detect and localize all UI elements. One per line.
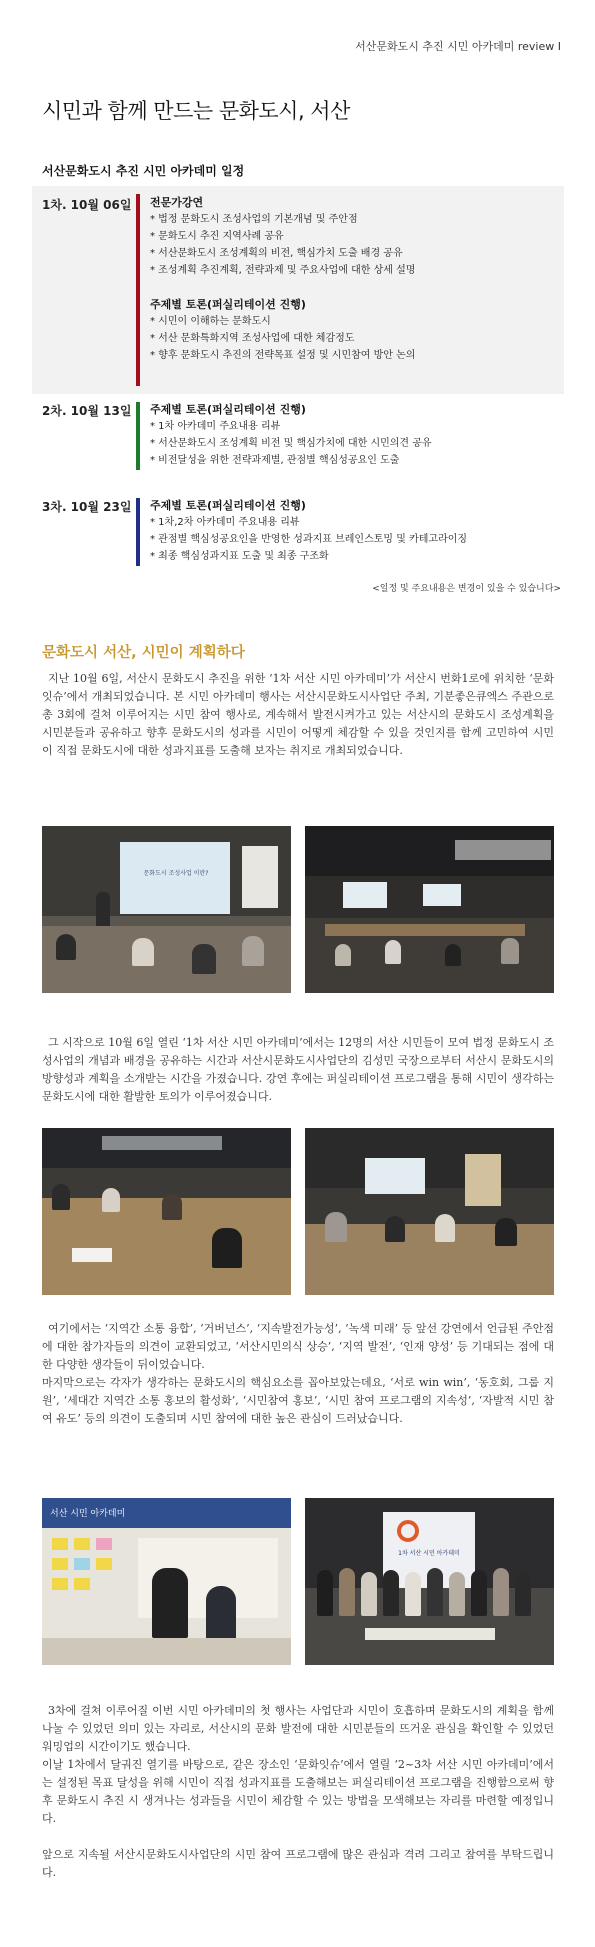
list-item: * 최종 핵심성과지표 도출 및 최종 구조화	[150, 551, 329, 562]
session-2	[32, 398, 564, 482]
list-item: * 문화도시 추진 지역사례 공유	[150, 231, 284, 242]
group-discussion-photo	[305, 1128, 554, 1295]
list-item: * 관점별 핵심성공요인을 반영한 성과지표 브레인스토밍 및 카테고라이징	[150, 534, 468, 545]
list-item: * 향후 문화도시 추진의 전략목표 설정 및 시민참여 방안 논의	[150, 350, 416, 361]
section-title: 문화도시 서산, 시민이 계획하다	[42, 645, 245, 661]
session-label: 1차. 10월 06일	[42, 198, 132, 212]
paragraph-text: 지난 10월 6일, 서산시 문화도시 추진을 위한 ‘1차 서산 시민 아카데미’가 서산시 번화1로에 위치한 ‘문화잇슈’에서 개최되었습니다. 본 시민 아카데미 행사는 서산시문화도시사업단 주최, 기분좋은큐엑스 주관으로 총 3회에 걸쳐 이루어지는 시민 참여 행사로, 계속해서 발전시켜가고 있는 서산시의 문화도시 조성계획을 시민분들과 공유하고 향후 문화도시의 성과를 시민이 어떻게 체감할 수 있을 것인지를 함께 고민하여 시민이 직접 문화도시에 대한 성과지표를 도출해 보자는 취지로 개최되었습니다.	[42, 672, 554, 757]
paragraph-text: 이날 1차에서 달궈진 열기를 바탕으로, 같은 장소인 ‘문화잇슈’에서 열릴 ‘2~3차 서산 시민 아카데미’에서는 설정된 목표 달성을 위해 시민이 직접 성과지표를 도출해보는 퍼실리테이션 프로그램을 진행함으로써 향후 문화도시 추진 시 생겨나는 성과들을 시민이 체감할 수 있는 방법을 모색해보는 자리를 마련할 예정입니다.	[42, 1758, 554, 1825]
session-content	[150, 497, 558, 565]
list-item: * 서산문화도시 조성계획의 비전, 핵심가치 도출 배경 공유	[150, 248, 403, 259]
board-title: 서산 시민 아카데미	[50, 1509, 126, 1519]
lecture-photo	[42, 826, 291, 993]
post-it-wall-photo	[42, 1498, 291, 1665]
banner-title: 1차 서산 시민 아카데미	[398, 1550, 460, 1557]
session-3	[32, 494, 564, 578]
schedule-change-notice: <일정 및 주요내용은 변경이 있을 수 있습니다>	[372, 584, 561, 594]
paragraph-text: 그 시작으로 10월 6일 열린 ‘1차 서산 시민 아카데미’에서는 12명의 서산 시민들이 모여 법정 문화도시 조성사업의 개념과 배경을 공유하는 시간과 서산시문화도시사업단의 김성민 국장으로부터 서산시 문화도시의 방향성과 계획을 소개받는 시간을 가졌습니다. 강연 후에는 퍼실리테이션 프로그램을 통해 시민이 생각하는 문화도시에 대한 활발한 토의가 이루어졌습니다.	[42, 1036, 554, 1103]
list-item: * 조성계획 추진계획, 전략과제 및 주요사업에 대한 상세 설명	[150, 265, 416, 276]
group-title: 주제별 토론(퍼실리테이션 진행)	[150, 298, 306, 311]
list-item: * 서산 문화특화지역 조성사업에 대한 체감정도	[150, 333, 355, 344]
session-color-bar	[136, 402, 140, 470]
list-item: * 1차 아카데미 주요내용 리뷰	[150, 421, 281, 432]
session-label: 3차. 10월 23일	[42, 500, 132, 514]
session-color-bar	[136, 498, 140, 566]
list-item: * 비전달성을 위한 전략과제별, 관점별 핵심성공요인 도출	[150, 455, 400, 466]
session1-paragraph	[42, 1034, 554, 1106]
tables-photo	[42, 1128, 291, 1295]
discussion-paragraph	[42, 1320, 554, 1428]
group-title: 전문가강연	[150, 196, 204, 209]
page-title: 시민과 함께 만드는 문화도시, 서산	[42, 99, 350, 123]
paragraph-text: 여기에서는 ‘지역간 소통 융합’, ‘거버넌스’, ‘지속발전가능성’, ‘녹색 미래’ 등 앞선 강연에서 언급된 주안점에 대한 참가자들의 의견이 교환되었고, ‘서산시민의식 상승’, ‘지역 발전’, ‘인재 양성’ 등 기대되는 점에 대한 다양한 생각들이 뒤이었습니다.	[42, 1322, 554, 1371]
closing-paragraph	[42, 1702, 554, 1882]
list-item: * 시민이 이해하는 문화도시	[150, 316, 271, 327]
intro-paragraph	[42, 670, 554, 760]
list-item: * 법정 문화도시 조성사업의 기본개념 및 주안점	[150, 214, 358, 225]
list-item: * 1차,2차 아카데미 주요내용 리뷰	[150, 517, 300, 528]
group-title: 주제별 토론(퍼실리테이션 진행)	[150, 499, 306, 512]
paragraph-text: 3차에 걸쳐 이루어질 이번 시민 아카데미의 첫 행사는 사업단과 시민이 호흡하며 문화도시의 계획을 함께 나눌 수 있었던 의미 있는 자리로, 서산시의 문화 발전에 대한 시민분들의 뜨거운 관심을 확인할 수 있었던 워밍업의 시간이기도 했습니다.	[42, 1704, 554, 1753]
group-photo	[305, 1498, 554, 1665]
session-label: 2차. 10월 13일	[42, 404, 132, 418]
projection-text: 문화도시 조성사업 이란?	[143, 870, 209, 877]
session-content	[150, 194, 558, 364]
group-title: 주제별 토론(퍼실리테이션 진행)	[150, 403, 306, 416]
list-item: * 서산문화도시 조성계획 비전 및 핵심가치에 대한 시민의견 공유	[150, 438, 432, 449]
schedule-heading: 서산문화도시 추진 시민 아카데미 일정	[42, 164, 245, 178]
paragraph-text: 앞으로 지속될 서산시문화도시사업단의 시민 참여 프로그램에 많은 관심과 격려 그리고 참여를 부탁드립니다.	[42, 1848, 554, 1879]
session-1	[32, 186, 564, 394]
session-color-bar	[136, 194, 140, 386]
paragraph-text: 마지막으로는 각자가 생각하는 문화도시의 핵심요소를 꼽아보았는데요, ‘서로 win win’, ‘동호회, 그룹 지원’, ‘세대간 지역간 소통 홍보의 활성화’, ‘시민참여 홍보’, ‘시민 참여 프로그램의 지속성’, ‘자발적 시민 참여 유도’ 등의 의견이 도출되며 시민 참여에 대한 높은 관심이 드러났습니다.	[42, 1376, 554, 1425]
hall-photo	[305, 826, 554, 993]
session-content	[150, 401, 558, 469]
header-series-label: 서산문화도시 추진 시민 아카데미 review Ⅰ	[355, 40, 561, 53]
